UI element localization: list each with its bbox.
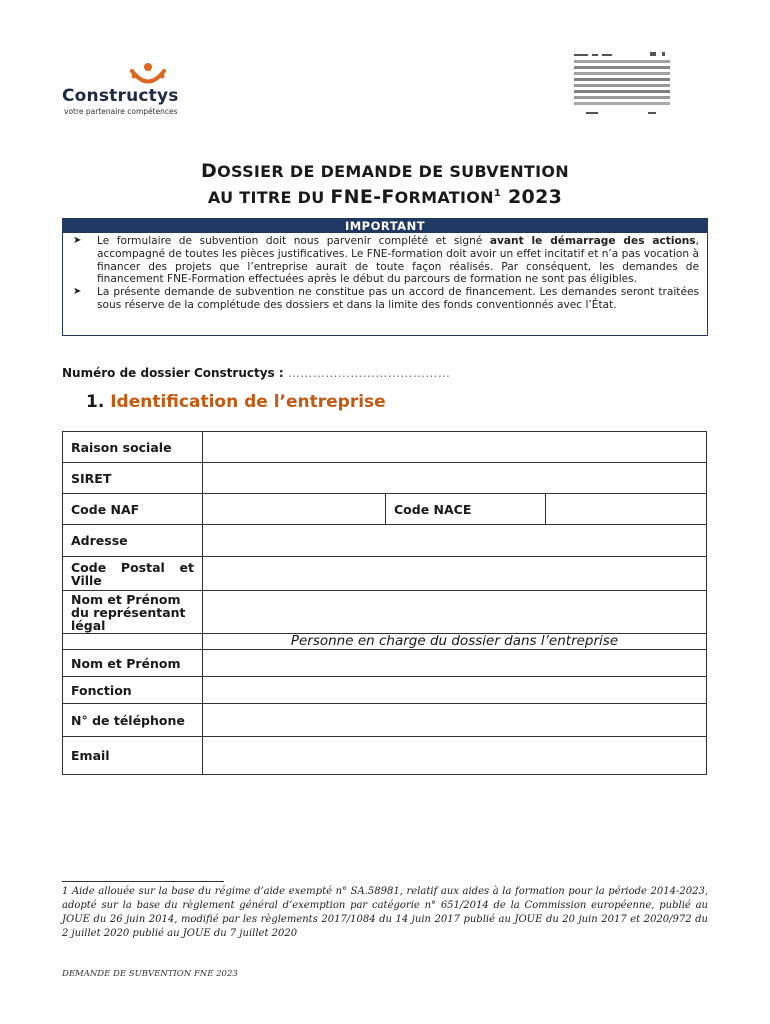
input-code-nace[interactable] [546,494,707,525]
logo-name: Constructys [62,86,179,106]
input-adresse[interactable] [203,525,707,557]
label-raison-sociale: Raison sociale [63,432,203,463]
input-email[interactable] [203,737,707,775]
input-telephone[interactable] [203,704,707,737]
notice-item: ➤ La présente demande de subvention ne constitue pas un accord de financement. Les demandes seront traitées sous réserve de la complétude des dossiers et dans la limite des fonds conventionnés avec l’État. [73,286,699,311]
footnote: 1 Aide allouée sur la base du régime d’aide exempté n° SA.58981, relatif aux aides à la formation pour la période 2014-2023, adopté sur la base du règlement général d’exemption par catégorie n° 651/2014 de la Commission européenne, publié au JOUE du 26 juin 2014, modifié par les règlements 2017/1084 du 14 juin 2017 publié au JOUE du 20 juin 2017 et 2020/972 du 2 juillet 2020 publié au JOUE du 7 juillet 2020 [62,886,708,939]
input-raison-sociale[interactable] [203,432,707,463]
label-code-postal-ville: Code Postal et Ville [63,557,203,591]
constructys-logo [62,62,192,122]
input-representant[interactable] [203,591,707,634]
label-representant: Nom et Prénom du représentant légal [63,591,203,634]
logo-tagline: votre partenaire compétences [64,107,178,116]
notice-item: ➤ Le formulaire de subvention doit nous parvenir complété et signé avant le démarrage des actions, accompagné de toutes les pièces justificatives. Le FNE-formation doit avoir un effet incitatif et n’a pas vocation à financer des projets que l’entreprise aurait de toute façon réalisés. Par conséquent, les demandes de financement FNE-Formation effectuées après le début du parcours de formation ne sont pas éligibles. [73,235,699,286]
input-fonction[interactable] [203,677,707,704]
barcode-image [572,50,672,118]
important-heading: IMPORTANT [63,219,707,233]
input-code-postal-ville[interactable] [203,557,707,591]
arrow-bullet-icon: ➤ [73,235,82,246]
arrow-bullet-icon: ➤ [73,286,82,298]
label-code-naf: Code NAF [63,494,203,525]
input-code-naf[interactable] [203,494,386,525]
logo-people-icon [128,62,168,88]
input-nom-prenom[interactable] [203,650,707,677]
label-adresse: Adresse [63,525,203,557]
label-fonction: Fonction [63,677,203,704]
dossier-number-field[interactable]: Numéro de dossier Constructys : ………………………………… [62,366,451,380]
page-footer: DEMANDE DE SUBVENTION FNE 2023 [62,969,238,979]
company-identification-table [62,431,707,775]
label-telephone: N° de téléphone [63,704,203,737]
document-title: DOSSIER DE DEMANDE DE SUBVENTION AU TITRE DU FNE-FORMATION$^1$ 2023 [201,160,569,208]
label-email: Email [63,737,203,775]
section-heading: 1. Identification de l’entreprise [86,392,386,412]
label-nom-prenom: Nom et Prénom [63,650,203,677]
label-siret: SIRET [63,463,203,494]
contact-person-subheading: Personne en charge du dossier dans l’entreprise [203,634,707,650]
footnote-separator [62,881,224,882]
important-notice [62,218,708,336]
input-siret[interactable] [203,463,707,494]
label-code-nace: Code NACE [386,494,546,525]
